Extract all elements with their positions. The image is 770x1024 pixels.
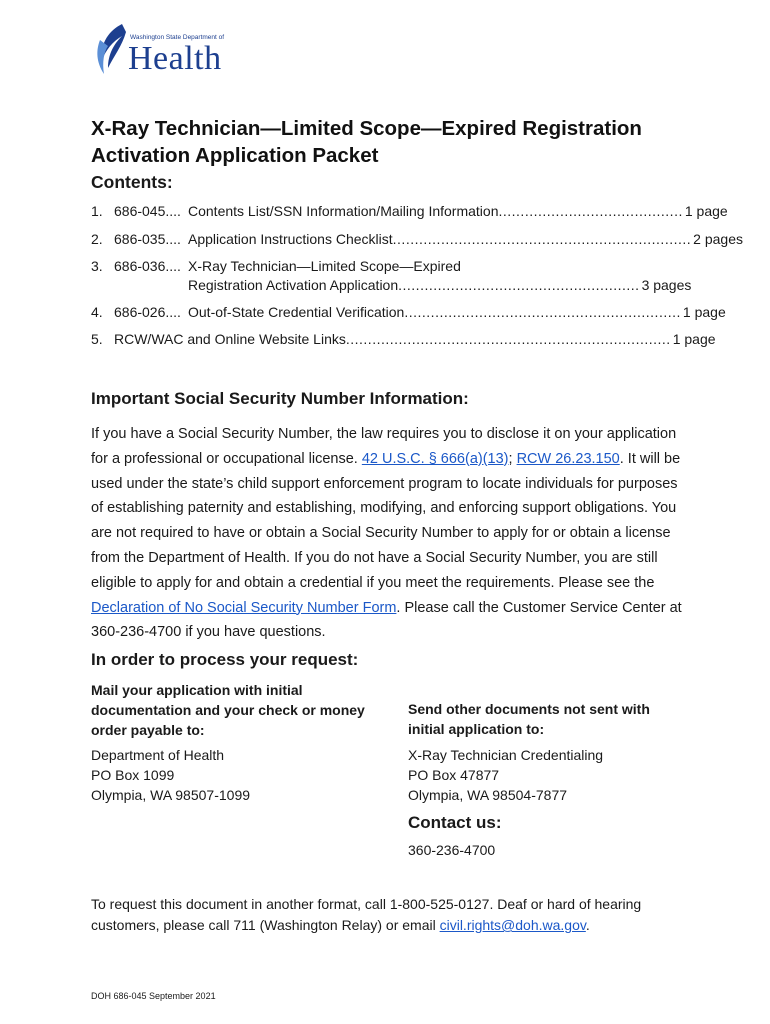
ssn-paragraph [91,422,691,645]
toc-pages: 1 page [672,331,716,347]
logo-word: Health [128,40,222,77]
doh-logo [92,20,225,80]
toc-number: 4. [91,304,103,320]
ssn-text-1: If you have a Social Security Number, the law requires you to disclose it on your application for a professional or occupational license. [91,426,677,467]
toc-text: Registration Activation Application [188,277,399,293]
usc-link[interactable]: 42 U.S.C. § 666(a)(13) [361,450,509,467]
accessibility-text: To request this document in another format, call 1-800-525-0127. Deaf or hard of hearing customers, please call 711 (Washington Relay) or email [91,896,642,933]
form-footer: DOH 686-045 September 2021 [91,991,216,1001]
toc-number: 2. [91,231,103,247]
toc-leader: .................................................................... [392,231,692,247]
contents-heading: Contents: [91,172,173,192]
order-heading: In order to process your request: [91,650,359,669]
toc-leader: .......................................... [498,203,683,219]
send-address [408,745,603,805]
toc-text: Contents List/SSN Information/Mailing Information [188,203,499,219]
contact-heading: Contact us: [408,813,502,832]
toc-number: 1. [91,203,103,219]
toc-text: Out-of-State Credential Verification [188,304,405,320]
page-title: X-Ray Technician—Limited Scope—Expired Registration Activation Application Packet [91,117,642,167]
toc-text: Application Instructions Checklist [188,231,393,247]
address-line: X-Ray Technician Credentialing [408,747,604,763]
mail-address [91,745,250,805]
address-line: Olympia, WA 98504-7877 [408,787,568,803]
ssn-separator: ; [508,450,517,467]
contact-phone: 360-236-4700 [408,842,496,858]
toc-code: 686-035.... [114,231,181,247]
declaration-form-link[interactable]: Declaration of No Social Security Number Form [91,599,397,616]
toc-pages: 2 pages [693,231,743,247]
rcw-link[interactable]: RCW 26.23.150 [516,450,620,467]
toc-code: 686-045.... [114,203,181,219]
toc-code: 686-026.... [114,304,181,320]
toc-leader: ............................................................... [404,304,681,320]
toc-number: 5. [91,331,103,347]
send-heading: Send other documents not sent with initial application to: [408,701,650,737]
accessibility-note [91,894,661,936]
ssn-heading: Important Social Security Number Information: [91,389,469,408]
address-line: PO Box 1099 [91,767,175,783]
logo-small-text: Washington State Department of [130,34,225,41]
toc-code: 686-036.... [114,258,181,274]
toc-number: 3. [91,258,103,274]
toc-leader: .......................................................................... [345,331,671,347]
toc-text: RCW/WAC and Online Website Links [114,331,346,347]
toc-pages: 1 page [684,203,728,219]
toc-pages: 1 page [682,304,726,320]
ssn-text-3: . Please call the Customer Service Center at 360-236-4700 if you have questions. [91,599,682,641]
address-line: PO Box 47877 [408,767,500,783]
toc-leader: ....................................................... [398,277,640,293]
ssn-text-2: . It will be used under the state’s child support enforcement program to locate individuals for purposes of establishing paternity and establishing, modifying, and enforcing support obligations. You are not required to have or obtain a Social Security Number to apply for or obtain a license from the Department of Health. If you do not have a Social Security Number, you are still eligible to apply for and obtain a credential if you meet the requirements. Please see the [91,450,681,591]
address-line: Department of Health [91,747,225,763]
toc-pages: 3 pages [641,277,692,293]
mail-heading: Mail your application with initial documentation and your check or money order payable to: [91,682,365,738]
civil-rights-email-link[interactable]: civil.rights@doh.wa.gov [439,917,586,933]
leaf-logo-icon [92,20,132,80]
toc-text-line1: X-Ray Technician—Limited Scope—Expired [188,258,461,274]
address-line: Olympia, WA 98507-1099 [91,787,251,803]
accessibility-end: . [585,917,590,933]
